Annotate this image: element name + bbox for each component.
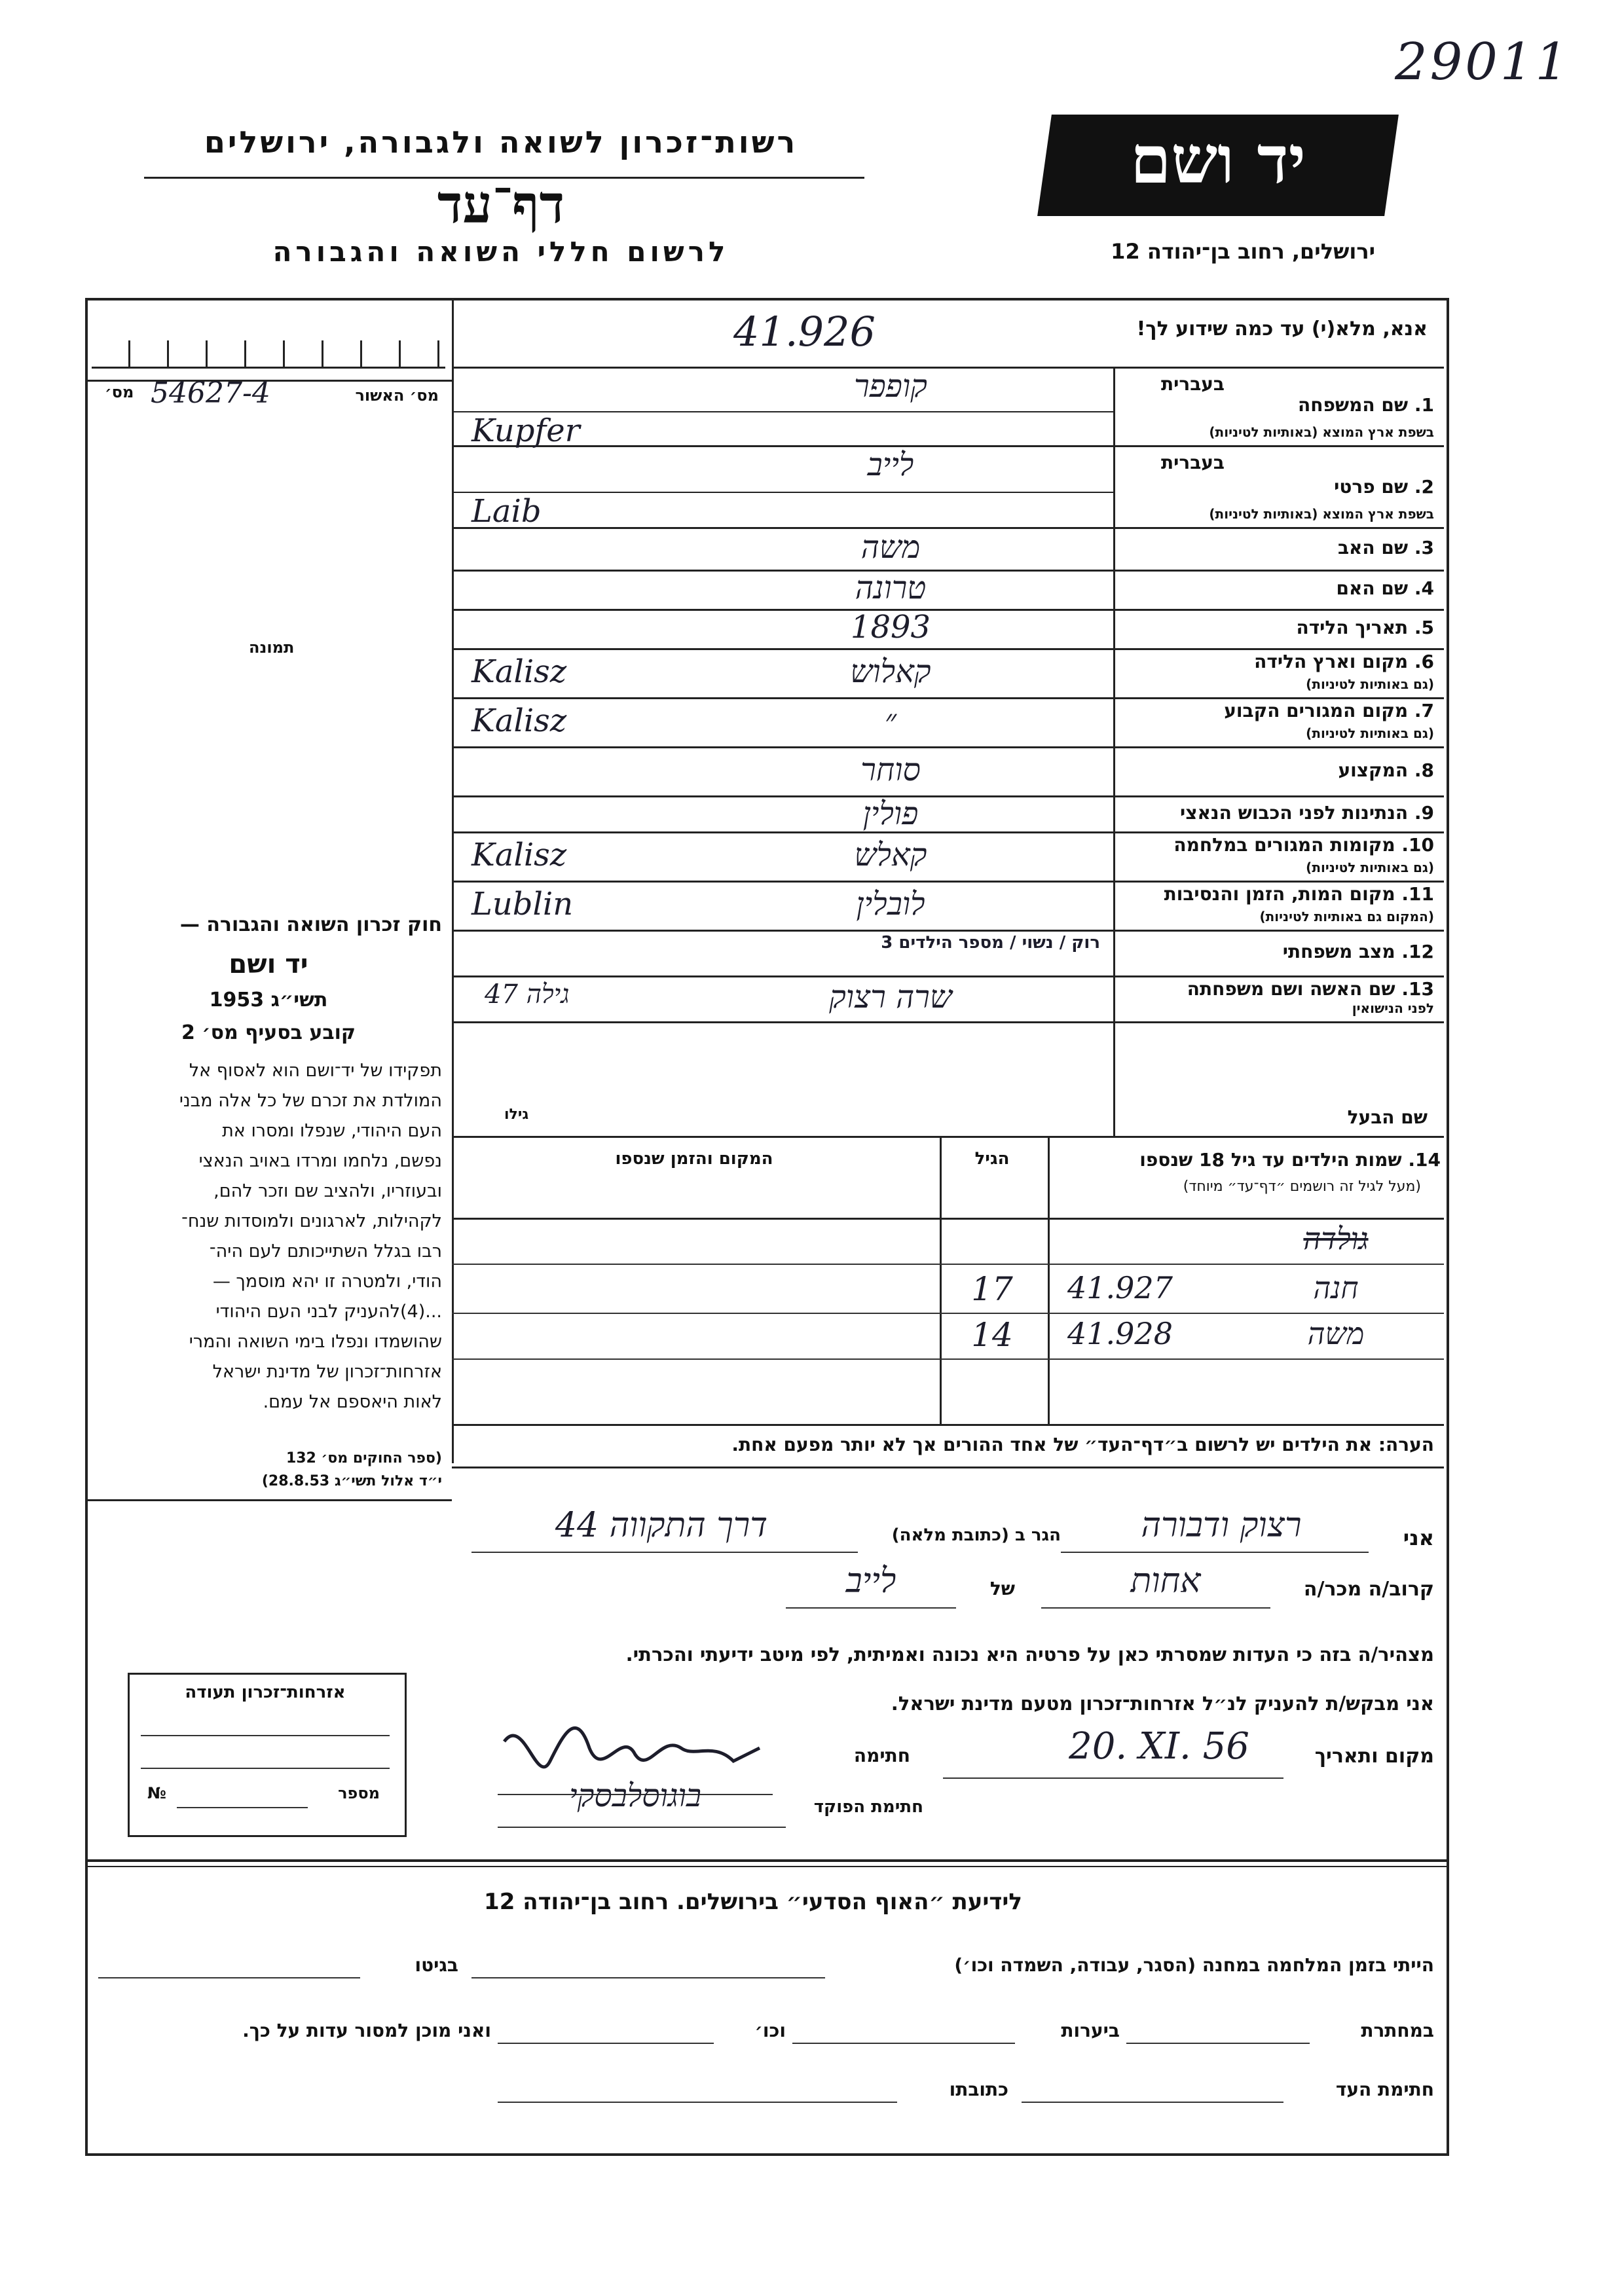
children-title-text: שמות הילדים עד גיל 18 שנספו: [1139, 1149, 1402, 1171]
field-hebrew-value: קאלוש: [850, 653, 931, 690]
please-fill-text: אנא, מלא(י) עד כמה שידוע לך!: [1136, 318, 1428, 340]
footer-heading: לידיעת ״האוף הסדעי״ בירושלים. רחוב בן־יהודה 12: [484, 1889, 1022, 1915]
declaration-text: מצהיר/ה בזה כי העדות שמסרתי כאן על פרטיה היא נכונה ואמיתית, לפי מיטב ידיעתי והכרתי.: [625, 1643, 1434, 1666]
field-label: [1120, 834, 1434, 856]
field-num: 11.: [1401, 883, 1434, 905]
hebrew-tag: בעברית: [1160, 373, 1225, 395]
field-hebrew-value: סוחר: [860, 751, 921, 788]
label-column-divider: [1113, 367, 1115, 1136]
declarant-i-label: אני: [1403, 1525, 1434, 1550]
form-title: דף־עד: [437, 173, 565, 235]
law-body-line: ובעוזריו, ולהציב שם וזכר להם,: [213, 1181, 442, 1201]
field-latin-value: Kupfer: [471, 412, 580, 449]
law-body-line: אזרחות־זכרון של מדינת ישראל: [212, 1362, 442, 1382]
blank-line: [1022, 2102, 1283, 2103]
blank-line: [1126, 2043, 1310, 2044]
field-label-text: שם האשה ושם משפחתה: [1187, 978, 1395, 1000]
field-hebrew-value: ״: [884, 702, 897, 739]
blank-line: [498, 1827, 786, 1828]
blank-line: [471, 1977, 825, 1978]
law-footnote-1: (ספר החוקים מס׳ 132: [286, 1450, 442, 1467]
field-label-text: מקום וארץ הלידה: [1254, 651, 1409, 672]
footer-forests: ביערות: [1061, 2020, 1120, 2041]
row-line: [452, 1136, 1444, 1138]
row-line: [452, 1467, 1444, 1468]
logo-address: ירושלים, רחוב בן־יהודה 12: [1111, 239, 1375, 264]
row-line: [452, 881, 1444, 883]
field-hebrew-value: לובלין: [856, 885, 925, 922]
field-hebrew-value: שרה רצוק: [829, 979, 952, 1015]
field-sublabel: לפני הנישואין: [1352, 1000, 1434, 1016]
field-label-text: שם האב: [1337, 536, 1409, 558]
row-line: [452, 697, 1444, 699]
field-label: [1120, 651, 1434, 672]
row-line: [452, 1424, 1444, 1426]
field-label-text: שם המשפחה: [1298, 394, 1409, 416]
law-footnote-2: י״ד אלול תשי״ג 28.8.53): [261, 1473, 442, 1489]
relation-value: אחות: [1130, 1561, 1201, 1601]
place-date-value: 20. XI. 56: [1069, 1725, 1249, 1768]
blank-line: [786, 1607, 956, 1609]
law-year: תשי״ג 1953: [209, 989, 328, 1011]
field-latin-value: גילה 47: [485, 979, 570, 1010]
child-name: גולדה: [1303, 1221, 1369, 1256]
field-latin-value: Lublin: [471, 885, 574, 922]
law-body-line: העם היהודי, שנפלו ומסרו את: [222, 1121, 442, 1141]
footer-divider: [85, 1866, 1447, 1867]
child-age: 17: [971, 1270, 1013, 1308]
officer-label: חתימת הפוקד: [813, 1797, 923, 1817]
field-label: [1120, 577, 1434, 599]
tick-boxes: [92, 340, 445, 369]
footer-address: כתובתו: [949, 2079, 1008, 2100]
law-title: חוק זכרון השואה והגבורה —: [179, 913, 442, 936]
field-num: 10.: [1401, 834, 1434, 856]
field-label: [1120, 476, 1434, 498]
field-label: [1120, 617, 1434, 638]
blank-line: [498, 2102, 897, 2103]
citizenship-title: אזרחות־זכרון תעודה: [185, 1683, 346, 1702]
field-label-text: מצב משפחתי: [1282, 941, 1395, 962]
field-label-text: מקום המות, הזמן והנסיבות: [1164, 883, 1395, 905]
law-body-line: לקהילות, לארגונים ולמוסדות שנח־: [181, 1211, 442, 1231]
field-label: [1120, 700, 1434, 721]
field-hebrew-value: משה: [860, 528, 921, 566]
relation-of-label: של: [989, 1578, 1015, 1599]
footer-etc: וכו׳: [754, 2020, 786, 2041]
field-hebrew-value: פולין: [862, 795, 919, 832]
footer-line1: הייתי בזמן המלחמה במחנה (הסגר, עבודה, השמדה וכו׳): [954, 1954, 1434, 1976]
field-label: [1120, 537, 1434, 558]
place-header: המקום והזמן שנספו: [615, 1149, 773, 1169]
husband-label: שם הבעל: [1347, 1106, 1428, 1128]
law-subtitle: יד ושם: [229, 949, 308, 979]
declarant-address: דרך התקווה 44: [555, 1506, 768, 1545]
row-line: [452, 492, 1113, 493]
blank-line: [471, 1552, 858, 1553]
field-label: [1120, 941, 1434, 962]
blank-line: [177, 1807, 308, 1808]
blank-line: [1041, 1607, 1270, 1609]
children-num: 14.: [1408, 1149, 1441, 1171]
field-sublabel: (גם באותיות לטיניות): [1306, 860, 1434, 875]
field-num: 3.: [1414, 536, 1434, 558]
field-hebrew-value: 1893: [850, 609, 931, 646]
footer-witness-signature: חתימת העד: [1335, 2079, 1434, 2100]
blank-line: [98, 1977, 360, 1978]
declarant-address-label: הגר ב (כתובת מלאה): [891, 1525, 1061, 1545]
field-num: 9.: [1414, 801, 1434, 824]
child-name: חנה: [1313, 1270, 1359, 1305]
law-body-line: ...(4)להעניק לבני העם היהודי: [215, 1302, 442, 1322]
cert-label: מס׳ האשור: [355, 386, 439, 405]
footer-underground: במחתרת: [1361, 2020, 1434, 2041]
law-clause: קובע בסעיף מס׳ 2: [181, 1021, 356, 1044]
field-hebrew-value: רוק / נשוי / מספר הילדים 3: [881, 933, 1100, 953]
child-row-line: [452, 1264, 1444, 1265]
law-body-line: לאות היאספם אל עמם.: [263, 1392, 442, 1412]
request-text: אני מבקש/ת להעניק לנ״ל אזרחות־זכרון מטעם מדינת ישראל.: [891, 1692, 1434, 1715]
field-label: [1120, 978, 1434, 1000]
field-label-text: המקצוע: [1338, 759, 1409, 781]
signature-label: חתימה: [853, 1745, 910, 1766]
citizenship-no-label: №: [147, 1784, 166, 1802]
field-label-text: שם פרטי: [1334, 476, 1409, 498]
cert-no-label: מס׳: [105, 383, 134, 401]
footer-line1-end: בגיטו: [415, 1954, 458, 1976]
blank-line: [1061, 1552, 1369, 1553]
place-date-label: מקום ותאריך: [1314, 1745, 1434, 1768]
field-label-text: תאריך הלידה: [1296, 617, 1409, 638]
children-subtitle: (מעל לגיל זה רושמים ״דף־עד״ מיוחד): [1183, 1178, 1421, 1195]
field-latin-value: Kalisz: [471, 653, 567, 690]
law-body-line: שהושמדו ונפלו בימי השואה והמרי: [189, 1332, 442, 1352]
citizenship-number-label: מספר: [338, 1784, 380, 1802]
field-sublabel: (גם באותיות לטיניות): [1306, 676, 1434, 692]
authority-title: רשות־זכרון לשואה ולגבורה, ירושלים: [204, 124, 798, 160]
field-sublabel: בשפת ארץ המוצא (באותיות לטיניות): [1209, 424, 1434, 440]
law-body-line: המולדת את זכרם של כל אלה מבני: [179, 1091, 442, 1111]
field-latin-value: Kalisz: [471, 836, 567, 873]
child-record-number: 41.927: [1067, 1270, 1173, 1305]
husband-age-label: גילו: [504, 1106, 529, 1123]
field-num: 13.: [1401, 978, 1434, 1000]
blank-line: [943, 1777, 1283, 1779]
child-age: 14: [971, 1316, 1013, 1354]
form-subtitle: לרשום חללי השואה והגבורה: [272, 236, 729, 268]
field-num: 12.: [1401, 941, 1434, 962]
row-line: [452, 746, 1444, 748]
field-label-text: שם האם: [1336, 577, 1409, 599]
blank-line: [792, 2043, 1015, 2044]
field-label: [1120, 759, 1434, 781]
law-body-line: הודי, ולמטרה זו יהא מוסמך —: [212, 1271, 442, 1292]
children-col-divider: [940, 1136, 942, 1424]
field-latin-value: Laib: [471, 493, 542, 530]
field-num: 8.: [1414, 759, 1434, 781]
field-num: 5.: [1414, 617, 1434, 638]
field-num: 6.: [1414, 651, 1434, 672]
law-body-line: נפשם, נלחמו ומרדו באויב הנאצי: [198, 1151, 442, 1171]
relation-label: קרוב/ה מכר/ה: [1303, 1578, 1434, 1601]
field-num: 4.: [1414, 577, 1434, 599]
field-label: [1120, 883, 1434, 905]
hebrew-tag: בעברית: [1160, 452, 1225, 473]
blank-line: [141, 1768, 390, 1769]
row-line: [452, 930, 1444, 932]
row-line: [452, 648, 1444, 650]
child-record-number: 41.928: [1067, 1316, 1173, 1351]
field-label-text: מקומות המגורים במלחמה: [1173, 834, 1395, 856]
age-header: הגיל: [974, 1149, 1010, 1169]
field-latin-value: Kalisz: [471, 702, 567, 739]
field-hebrew-value: קופפר: [854, 368, 927, 405]
row-line: [452, 1021, 1444, 1023]
row-line: [452, 975, 1444, 977]
field-label: [1120, 802, 1434, 824]
field-hebrew-value: קאלש: [854, 836, 927, 873]
children-col-divider: [1048, 1136, 1050, 1424]
child-row-line: [452, 1313, 1444, 1314]
child-row-line: [452, 1358, 1444, 1360]
field-num: 1.: [1414, 394, 1434, 416]
field-num: 7.: [1414, 700, 1434, 721]
law-body-line: רבו בגלל השתייכותם לעם היה־: [209, 1241, 442, 1262]
note-text: הערה: את הילדים יש לרשום ב״דף־העד״ של אחד ההורים אך לא יותר מפעם אחת.: [731, 1434, 1434, 1455]
blank-line: [498, 2043, 714, 2044]
footer-ready: ואני מוכן למסור עדות על כך.: [242, 2020, 491, 2041]
cert-value: 54627-4: [151, 376, 270, 410]
field-num: 2.: [1414, 476, 1434, 498]
logo-text: יד ושם: [1130, 121, 1306, 198]
archive-number: 29011: [1395, 33, 1571, 92]
field-label-text: הנתינות לפני הכבוש הנאצי: [1180, 801, 1409, 824]
field-sublabel: (גם באותיות לטיניות): [1306, 725, 1434, 741]
officer-value: בוגוסלבסקי: [568, 1777, 701, 1814]
row-line: [85, 1499, 452, 1501]
blank-line: [141, 1735, 390, 1736]
children-title: [1054, 1149, 1441, 1171]
field-hebrew-value: לייב: [867, 446, 914, 483]
row-line: [452, 1218, 1444, 1220]
footer-divider: [85, 1859, 1447, 1862]
photo-label: תמונה: [249, 638, 295, 657]
law-body-line: תפקידו של יד־ושם הוא לאסוף אל: [189, 1061, 442, 1081]
field-label: [1120, 394, 1434, 416]
field-label-text: מקום המגורים הקבוע: [1224, 700, 1409, 721]
form-number: 41.926: [733, 308, 876, 355]
field-sublabel: בשפת ארץ המוצא (באותיות לטיניות): [1209, 506, 1434, 522]
field-hebrew-value: טרונה: [855, 570, 927, 606]
child-name: משה: [1307, 1316, 1365, 1351]
relation-of-value: לייב: [845, 1561, 896, 1601]
declarant-name: רצוק ודבורה: [1141, 1506, 1302, 1545]
field-sublabel: (המקום גם באותיות לטיניות): [1259, 909, 1434, 924]
